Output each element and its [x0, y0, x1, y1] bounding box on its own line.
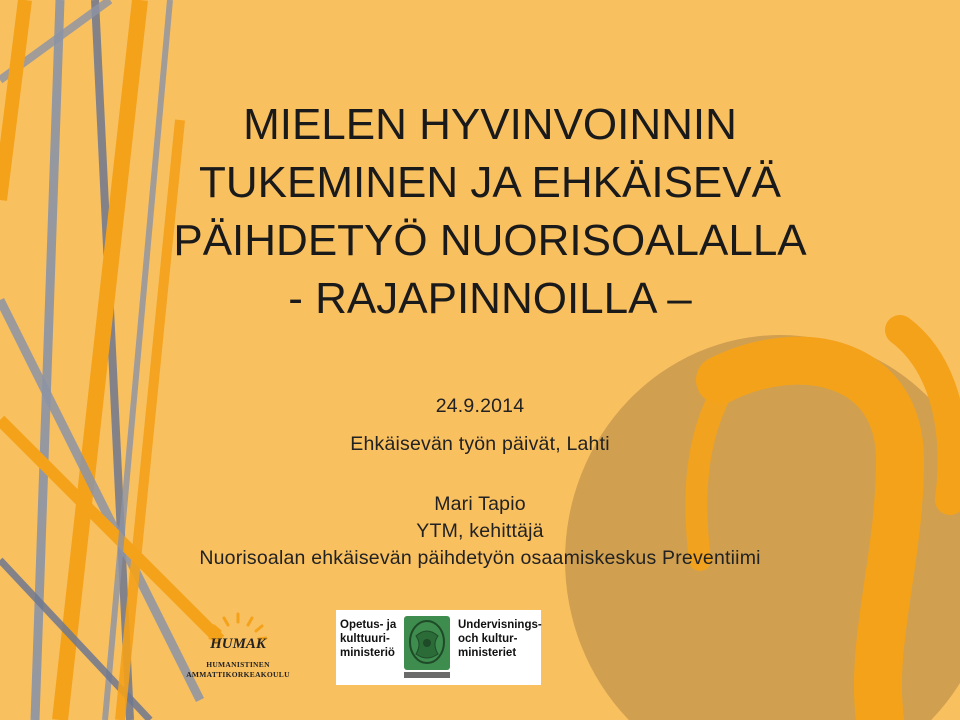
ministry-fi-line: ministeriö [340, 647, 395, 659]
title-line: - RAJAPINNOILLA – [288, 274, 692, 323]
humak-logo [186, 610, 290, 682]
organization: Nuorisoalan ehkäisevän päihdetyön osaamiskeskus Preventiimi [199, 547, 761, 569]
date: 24.9.2014 [435, 395, 525, 417]
ministry-logo [336, 610, 541, 685]
humak-name-line2: AMMATTIKORKEAKOULU [186, 670, 290, 679]
presenter-title: YTM, kehittäjä [416, 520, 544, 542]
humak-wordmark: HUMAK [210, 636, 266, 652]
title-line: PÄIHDETYÖ NUORISOALALLA [173, 216, 807, 265]
ministry-seal-icon [402, 614, 452, 680]
ministry-sv-line: och kultur- [458, 633, 518, 645]
ministry-name-sv [458, 618, 542, 660]
humak-name-line1: HUMANISTINEN [206, 660, 270, 669]
title-line: TUKEMINEN JA EHKÄISEVÄ [199, 158, 781, 207]
event-name: Ehkäisevän työn päivät, Lahti [350, 433, 610, 455]
ministry-sv-line: ministeriet [458, 647, 517, 659]
ministry-sv-line: Undervisnings- [458, 619, 542, 631]
humak-sun-icon [186, 610, 290, 658]
ministry-fi-line: kulttuuri- [340, 633, 390, 645]
presenter-name: Mari Tapio [434, 493, 526, 515]
title-line: MIELEN HYVINVOINNIN [243, 100, 737, 149]
ministry-name-fi [340, 618, 396, 660]
slide-title [150, 96, 830, 328]
ministry-fi-line: Opetus- ja [340, 619, 397, 631]
